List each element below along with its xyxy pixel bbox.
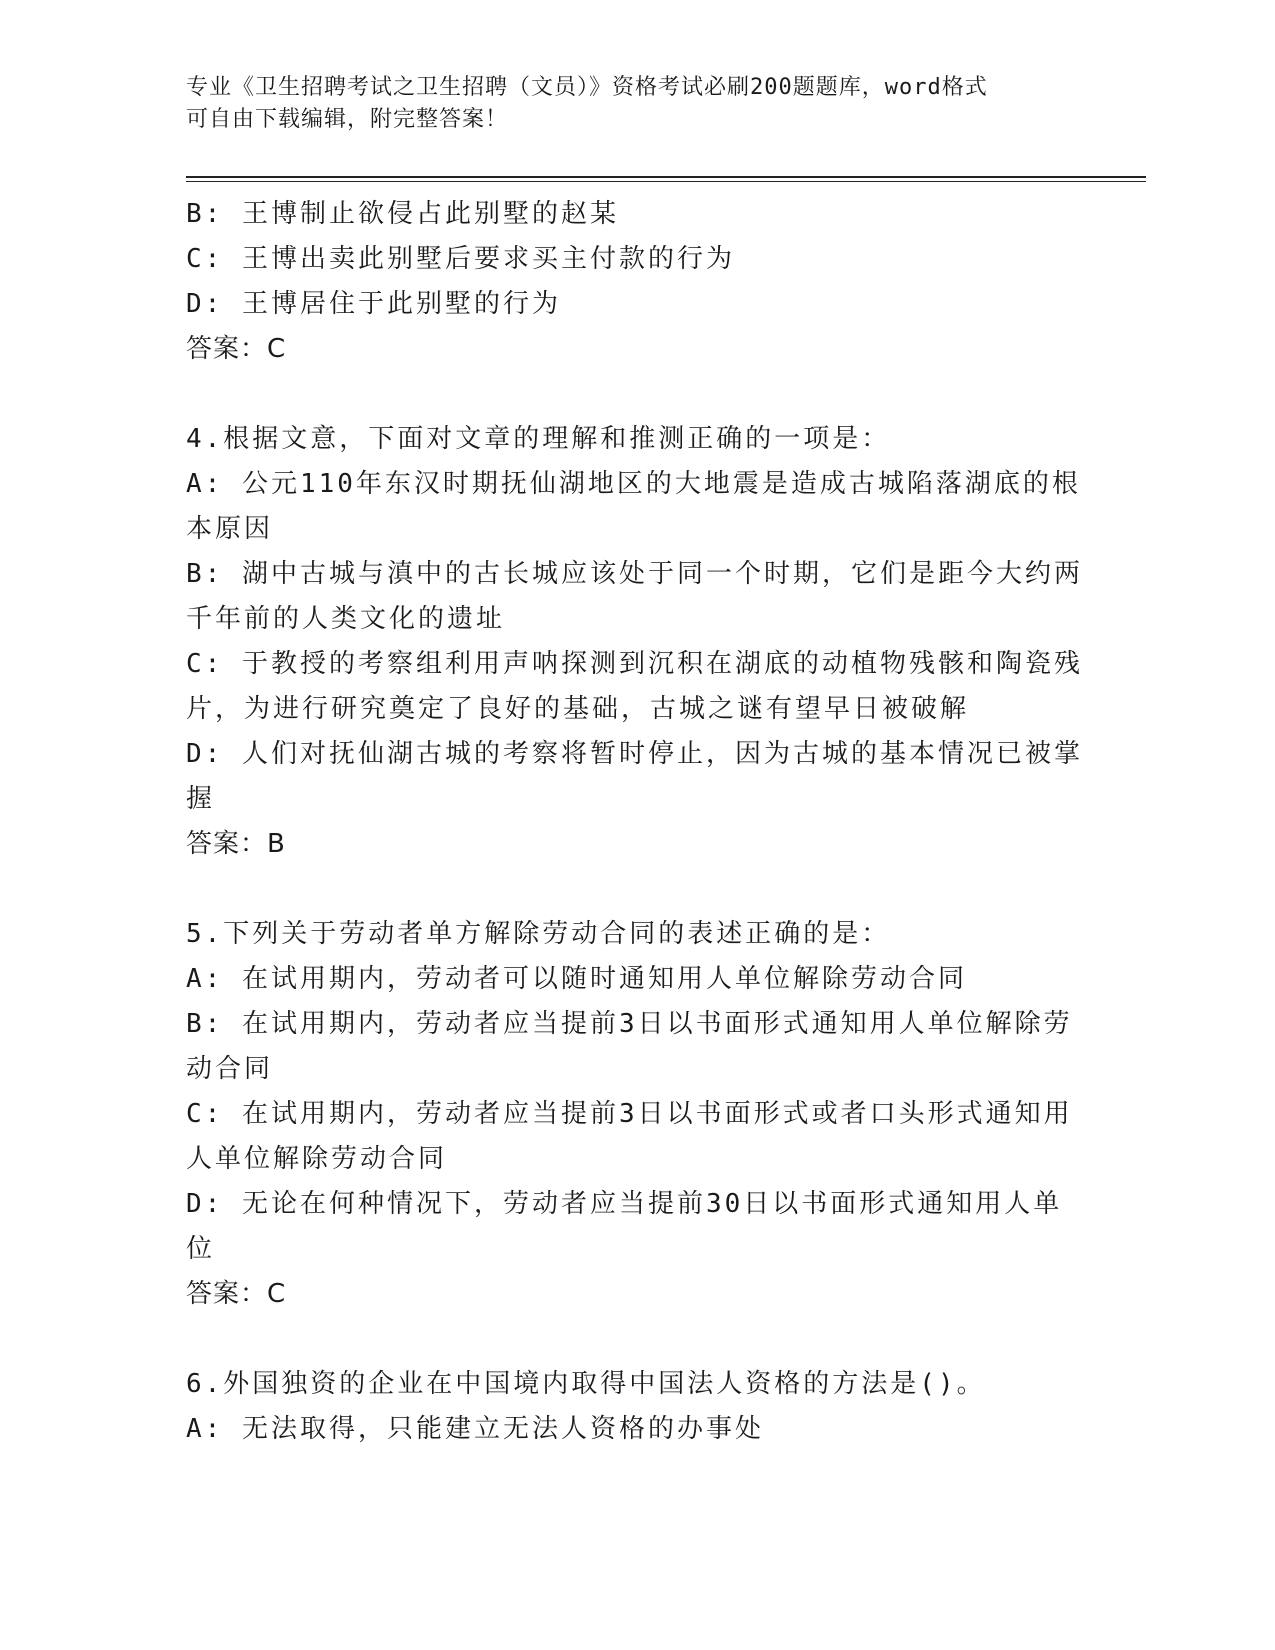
q4-option-d-line-2: 握	[186, 784, 216, 814]
q5-option-c-line-1: C: 在试用期内，劳动者应当提前3日以书面形式或者口头形式通知用	[186, 1099, 1073, 1129]
q5-option-b-line-2: 动合同	[186, 1054, 274, 1084]
header-divider-thin	[186, 181, 1146, 182]
question-5-block	[186, 912, 1073, 1317]
document-header	[186, 72, 1066, 136]
q4-answer: 答案：B	[186, 829, 286, 859]
document-body	[186, 192, 1083, 1452]
q6-option-a: A: 无法取得，只能建立无法人资格的办事处	[186, 1414, 764, 1444]
q5-option-b-line-1: B: 在试用期内，劳动者应当提前3日以书面形式通知用人单位解除劳	[186, 1009, 1073, 1039]
q4-option-a-line-2: 本原因	[186, 514, 274, 544]
q5-question: 5.下列关于劳动者单方解除劳动合同的表述正确的是：	[186, 919, 891, 949]
q4-option-d-line-1: D: 人们对抚仙湖古城的考察将暂时停止，因为古城的基本情况已被掌	[186, 739, 1083, 769]
question-6-block	[186, 1362, 1066, 1452]
q4-option-b-line-2: 千年前的人类文化的遗址	[186, 604, 506, 634]
q4-question: 4.根据文意，下面对文章的理解和推测正确的一项是：	[186, 424, 891, 454]
q3-option-c: C: 王博出卖此别墅后要求买主付款的行为	[186, 244, 735, 274]
q6-question: 6.外国独资的企业在中国境内取得中国法人资格的方法是()。	[186, 1369, 986, 1399]
q5-answer: 答案：C	[186, 1279, 287, 1309]
q5-option-a: A: 在试用期内，劳动者可以随时通知用人单位解除劳动合同	[186, 964, 967, 994]
q4-option-c-line-2: 片，为进行研究奠定了良好的基础，古城之谜有望早日被破解	[186, 694, 970, 724]
q5-option-d-line-1: D: 无论在何种情况下，劳动者应当提前30日以书面形式通知用人单	[186, 1189, 1063, 1219]
q3-option-b: B: 王博制止欲侵占此别墅的赵某	[186, 199, 619, 229]
header-line-2: 可自由下载编辑，附完整答案！	[186, 107, 509, 132]
q3-option-d: D: 王博居住于此别墅的行为	[186, 289, 561, 319]
question-3-block	[186, 192, 1066, 372]
q5-option-c-line-2: 人单位解除劳动合同	[186, 1144, 448, 1174]
header-line-1: 专业《卫生招聘考试之卫生招聘（文员）》资格考试必刷200题题库，word格式	[186, 75, 988, 100]
header-divider-thick	[186, 176, 1146, 178]
q3-answer: 答案：C	[186, 334, 287, 364]
question-4-block	[186, 417, 1083, 867]
q4-option-a-line-1: A: 公元110年东汉时期抚仙湖地区的大地震是造成古城陷落湖底的根	[186, 469, 1081, 499]
q4-option-c-line-1: C: 于教授的考察组利用声呐探测到沉积在湖底的动植物残骸和陶瓷残	[186, 649, 1083, 679]
q4-option-b-line-1: B: 湖中古城与滇中的古长城应该处于同一个时期，它们是距今大约两	[186, 559, 1083, 589]
q5-option-d-line-2: 位	[186, 1234, 216, 1264]
